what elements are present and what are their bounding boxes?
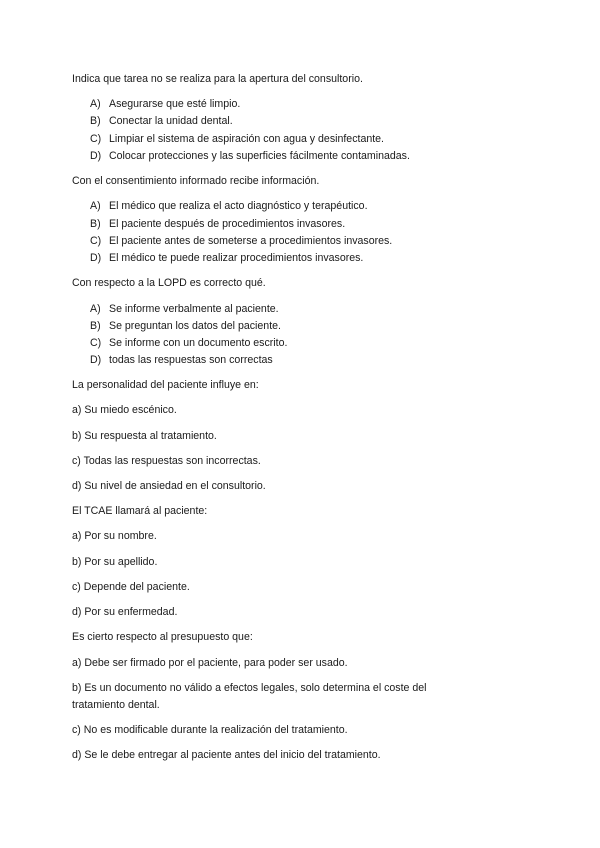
option-2d bbox=[90, 252, 363, 265]
question-4: La personalidad del paciente influye en: bbox=[72, 379, 259, 391]
option-text: Se preguntan los datos del paciente. bbox=[109, 320, 281, 332]
question-6: Es cierto respecto al presupuesto que: bbox=[72, 631, 253, 643]
option-text: Conectar la unidad dental. bbox=[109, 115, 233, 127]
option-label: A) bbox=[90, 98, 101, 110]
option-3a bbox=[90, 303, 279, 316]
option-text: Asegurarse que esté limpio. bbox=[109, 98, 241, 110]
option-text: Se informe con un documento escrito. bbox=[109, 337, 288, 349]
option-6d: d) Se le debe entregar al paciente antes del inicio del tratamiento. bbox=[72, 749, 381, 761]
option-1c bbox=[90, 133, 384, 146]
option-label: C) bbox=[90, 235, 102, 247]
option-3c bbox=[90, 337, 287, 350]
option-4b: b) Su respuesta al tratamiento. bbox=[72, 430, 217, 442]
option-6b: b) Es un documento no válido a efectos legales, solo determina el coste del bbox=[72, 682, 427, 694]
option-6c: c) No es modificable durante la realización del tratamiento. bbox=[72, 724, 348, 736]
option-text: todas las respuestas son correctas bbox=[109, 354, 273, 366]
option-1a bbox=[90, 98, 240, 111]
option-2b bbox=[90, 218, 345, 231]
option-text: El médico que realiza el acto diagnóstico y terapéutico. bbox=[109, 200, 368, 212]
option-label: B) bbox=[90, 320, 101, 332]
option-5c: c) Depende del paciente. bbox=[72, 581, 190, 593]
question-2: Con el consentimiento informado recibe información. bbox=[72, 175, 320, 187]
option-text: Colocar protecciones y las superficies fácilmente contaminadas. bbox=[109, 150, 410, 162]
question-5: El TCAE llamará al paciente: bbox=[72, 505, 208, 517]
option-3b bbox=[90, 320, 281, 333]
option-5b: b) Por su apellido. bbox=[72, 556, 158, 568]
option-3d bbox=[90, 354, 273, 367]
option-1d bbox=[90, 150, 410, 163]
option-1b bbox=[90, 115, 233, 128]
option-4d: d) Su nivel de ansiedad en el consultorio. bbox=[72, 480, 266, 492]
option-label: D) bbox=[90, 354, 102, 366]
option-text: Se informe verbalmente al paciente. bbox=[109, 303, 279, 315]
question-1: Indica que tarea no se realiza para la apertura del consultorio. bbox=[72, 73, 363, 85]
option-label: A) bbox=[90, 303, 101, 315]
option-text: El paciente después de procedimientos invasores. bbox=[109, 218, 346, 230]
option-6a: a) Debe ser firmado por el paciente, para poder ser usado. bbox=[72, 657, 348, 669]
option-text: Limpiar el sistema de aspiración con agua y desinfectante. bbox=[109, 133, 385, 145]
option-2a bbox=[90, 200, 368, 213]
option-4c: c) Todas las respuestas son incorrectas. bbox=[72, 455, 261, 467]
option-label: D) bbox=[90, 252, 102, 264]
option-5a: a) Por su nombre. bbox=[72, 530, 157, 542]
option-label: C) bbox=[90, 337, 102, 349]
option-text: El médico te puede realizar procedimientos invasores. bbox=[109, 252, 364, 264]
option-6b-continued: tratamiento dental. bbox=[72, 699, 160, 711]
option-5d: d) Por su enfermedad. bbox=[72, 606, 178, 618]
question-3: Con respecto a la LOPD es correcto qué. bbox=[72, 277, 266, 289]
option-2c bbox=[90, 235, 392, 248]
option-label: B) bbox=[90, 218, 101, 230]
option-4a: a) Su miedo escénico. bbox=[72, 404, 177, 416]
option-label: B) bbox=[90, 115, 101, 127]
option-label: A) bbox=[90, 200, 101, 212]
option-text: El paciente antes de someterse a procedimientos invasores. bbox=[109, 235, 393, 247]
option-label: C) bbox=[90, 133, 102, 145]
option-label: D) bbox=[90, 150, 102, 162]
